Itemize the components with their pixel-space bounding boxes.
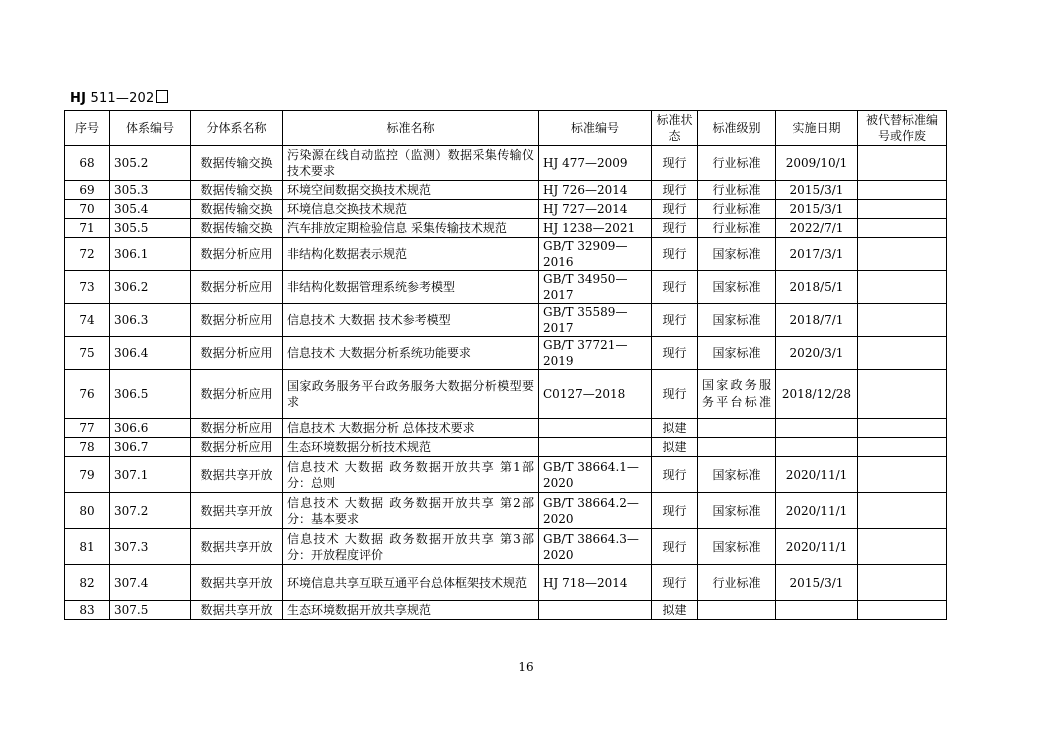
level-cell: 国家标准: [698, 271, 776, 304]
serial-cell: 79: [65, 457, 110, 493]
system-code-cell: 307.1: [110, 457, 191, 493]
level-cell: 国家标准: [698, 337, 776, 370]
replaced-cell: [858, 457, 947, 493]
standard-code-cell: GB/T 34950—2017: [539, 271, 652, 304]
header-standard-name: 标准名称: [283, 111, 539, 146]
replaced-cell: [858, 370, 947, 419]
system-code-cell: 306.1: [110, 238, 191, 271]
date-cell: 2018/7/1: [776, 304, 858, 337]
header-serial: 序号: [65, 111, 110, 146]
standard-code-cell: [539, 601, 652, 620]
status-cell: 现行: [652, 304, 698, 337]
subsystem-cell: 数据分析应用: [191, 419, 283, 438]
date-cell: 2015/3/1: [776, 200, 858, 219]
level-cell: 行业标准: [698, 565, 776, 601]
replaced-cell: [858, 200, 947, 219]
header-effective-date: 实施日期: [776, 111, 858, 146]
document-code: [70, 90, 168, 106]
level-cell: 国家政务服务平台标准: [698, 370, 776, 419]
standard-code-cell: GB/T 32909—2016: [539, 238, 652, 271]
replaced-cell: [858, 493, 947, 529]
system-code-cell: 306.6: [110, 419, 191, 438]
subsystem-cell: 数据共享开放: [191, 529, 283, 565]
standard-name-cell: 环境信息交换技术规范: [283, 200, 539, 219]
subsystem-cell: 数据共享开放: [191, 457, 283, 493]
status-cell: 拟建: [652, 601, 698, 620]
replaced-cell: [858, 419, 947, 438]
subsystem-cell: 数据分析应用: [191, 238, 283, 271]
serial-cell: 76: [65, 370, 110, 419]
subsystem-cell: 数据共享开放: [191, 493, 283, 529]
serial-cell: 83: [65, 601, 110, 620]
standard-code-cell: [539, 419, 652, 438]
status-cell: 拟建: [652, 438, 698, 457]
header-replaced: 被代替标准编号或作废: [858, 111, 947, 146]
system-code-cell: 306.7: [110, 438, 191, 457]
table-row: [65, 529, 947, 565]
status-cell: 现行: [652, 146, 698, 181]
standard-name-cell: 汽车排放定期检验信息 采集传输技术规范: [283, 219, 539, 238]
table-row: [65, 304, 947, 337]
table-row: [65, 565, 947, 601]
date-cell: 2017/3/1: [776, 238, 858, 271]
table-row: [65, 238, 947, 271]
status-cell: 拟建: [652, 419, 698, 438]
date-cell: 2018/5/1: [776, 271, 858, 304]
table-header-row: [65, 111, 947, 146]
date-cell: 2015/3/1: [776, 181, 858, 200]
standard-code-cell: [539, 438, 652, 457]
standard-code-cell: GB/T 38664.2—2020: [539, 493, 652, 529]
replaced-cell: [858, 238, 947, 271]
header-standard-status: 标准状态: [652, 111, 698, 146]
standard-name-cell: 信息技术 大数据 技术参考模型: [283, 304, 539, 337]
serial-cell: 72: [65, 238, 110, 271]
date-cell: 2009/10/1: [776, 146, 858, 181]
status-cell: 现行: [652, 565, 698, 601]
date-cell: [776, 438, 858, 457]
table-row: [65, 337, 947, 370]
standard-code-cell: GB/T 38664.1—2020: [539, 457, 652, 493]
page-number: 16: [518, 660, 534, 674]
standard-name-cell: 环境信息共享互联互通平台总体框架技术规范: [283, 565, 539, 601]
table-row: [65, 271, 947, 304]
standard-name-cell: 信息技术 大数据 政务数据开放共享 第3部分：开放程度评价: [283, 529, 539, 565]
serial-cell: 77: [65, 419, 110, 438]
date-cell: 2022/7/1: [776, 219, 858, 238]
standard-code-cell: GB/T 38664.3—2020: [539, 529, 652, 565]
system-code-cell: 307.4: [110, 565, 191, 601]
table-row: [65, 493, 947, 529]
status-cell: 现行: [652, 493, 698, 529]
system-code-cell: 305.2: [110, 146, 191, 181]
replaced-cell: [858, 304, 947, 337]
level-cell: 行业标准: [698, 219, 776, 238]
replaced-cell: [858, 565, 947, 601]
replaced-cell: [858, 529, 947, 565]
subsystem-cell: 数据传输交换: [191, 181, 283, 200]
date-cell: [776, 419, 858, 438]
replaced-cell: [858, 146, 947, 181]
placeholder-box-icon: [156, 90, 168, 103]
status-cell: 现行: [652, 181, 698, 200]
system-code-cell: 307.2: [110, 493, 191, 529]
serial-cell: 68: [65, 146, 110, 181]
subsystem-cell: 数据分析应用: [191, 438, 283, 457]
level-cell: 国家标准: [698, 529, 776, 565]
level-cell: 行业标准: [698, 200, 776, 219]
replaced-cell: [858, 601, 947, 620]
replaced-cell: [858, 438, 947, 457]
date-cell: 2018/12/28: [776, 370, 858, 419]
replaced-cell: [858, 337, 947, 370]
serial-cell: 71: [65, 219, 110, 238]
table-row: [65, 457, 947, 493]
subsystem-cell: 数据分析应用: [191, 337, 283, 370]
system-code-cell: 307.5: [110, 601, 191, 620]
level-cell: 行业标准: [698, 146, 776, 181]
serial-cell: 74: [65, 304, 110, 337]
serial-cell: 78: [65, 438, 110, 457]
level-cell: [698, 419, 776, 438]
standard-code-cell: HJ 726—2014: [539, 181, 652, 200]
standard-name-cell: 非结构化数据管理系统参考模型: [283, 271, 539, 304]
document-code-prefix: HJ: [70, 91, 87, 106]
standard-name-cell: 国家政务服务平台政务服务大数据分析模型要求: [283, 370, 539, 419]
standard-name-cell: 信息技术 大数据 政务数据开放共享 第2部分：基本要求: [283, 493, 539, 529]
standard-name-cell: 生态环境数据分析技术规范: [283, 438, 539, 457]
table-row: [65, 219, 947, 238]
table-row: [65, 181, 947, 200]
status-cell: 现行: [652, 271, 698, 304]
serial-cell: 69: [65, 181, 110, 200]
replaced-cell: [858, 271, 947, 304]
system-code-cell: 305.3: [110, 181, 191, 200]
date-cell: 2020/3/1: [776, 337, 858, 370]
table-row: [65, 146, 947, 181]
standard-code-cell: HJ 477—2009: [539, 146, 652, 181]
replaced-cell: [858, 219, 947, 238]
table-row: [65, 200, 947, 219]
subsystem-cell: 数据共享开放: [191, 565, 283, 601]
subsystem-cell: 数据共享开放: [191, 601, 283, 620]
level-cell: 国家标准: [698, 238, 776, 271]
subsystem-cell: 数据分析应用: [191, 271, 283, 304]
system-code-cell: 306.5: [110, 370, 191, 419]
standard-name-cell: 生态环境数据开放共享规范: [283, 601, 539, 620]
date-cell: 2015/3/1: [776, 565, 858, 601]
system-code-cell: 306.4: [110, 337, 191, 370]
subsystem-cell: 数据分析应用: [191, 370, 283, 419]
serial-cell: 75: [65, 337, 110, 370]
table-row: [65, 370, 947, 419]
table-row: [65, 601, 947, 620]
standard-name-cell: 信息技术 大数据 政务数据开放共享 第1部分：总则: [283, 457, 539, 493]
header-subsystem-name: 分体系名称: [191, 111, 283, 146]
status-cell: 现行: [652, 238, 698, 271]
standards-table: [64, 110, 947, 620]
standard-code-cell: GB/T 35589—2017: [539, 304, 652, 337]
table-row: [65, 438, 947, 457]
date-cell: 2020/11/1: [776, 493, 858, 529]
system-code-cell: 307.3: [110, 529, 191, 565]
system-code-cell: 305.5: [110, 219, 191, 238]
status-cell: 现行: [652, 337, 698, 370]
document-code-number: 511—202: [90, 91, 155, 106]
header-system-code: 体系编号: [110, 111, 191, 146]
level-cell: 行业标准: [698, 181, 776, 200]
standard-name-cell: 信息技术 大数据分析系统功能要求: [283, 337, 539, 370]
serial-cell: 73: [65, 271, 110, 304]
status-cell: 现行: [652, 529, 698, 565]
level-cell: [698, 601, 776, 620]
system-code-cell: 306.3: [110, 304, 191, 337]
status-cell: 现行: [652, 200, 698, 219]
header-standard-level: 标准级别: [698, 111, 776, 146]
date-cell: 2020/11/1: [776, 457, 858, 493]
serial-cell: 81: [65, 529, 110, 565]
serial-cell: 82: [65, 565, 110, 601]
system-code-cell: 305.4: [110, 200, 191, 219]
level-cell: 国家标准: [698, 493, 776, 529]
system-code-cell: 306.2: [110, 271, 191, 304]
date-cell: 2020/11/1: [776, 529, 858, 565]
standard-name-cell: 非结构化数据表示规范: [283, 238, 539, 271]
standard-code-cell: GB/T 37721—2019: [539, 337, 652, 370]
standard-name-cell: 信息技术 大数据分析 总体技术要求: [283, 419, 539, 438]
subsystem-cell: 数据传输交换: [191, 146, 283, 181]
subsystem-cell: 数据分析应用: [191, 304, 283, 337]
standard-name-cell: 环境空间数据交换技术规范: [283, 181, 539, 200]
status-cell: 现行: [652, 370, 698, 419]
serial-cell: 70: [65, 200, 110, 219]
serial-cell: 80: [65, 493, 110, 529]
replaced-cell: [858, 181, 947, 200]
table-row: [65, 419, 947, 438]
standard-code-cell: HJ 718—2014: [539, 565, 652, 601]
level-cell: 国家标准: [698, 304, 776, 337]
header-standard-code: 标准编号: [539, 111, 652, 146]
status-cell: 现行: [652, 219, 698, 238]
status-cell: 现行: [652, 457, 698, 493]
standard-code-cell: HJ 1238—2021: [539, 219, 652, 238]
standard-name-cell: 污染源在线自动监控（监测）数据采集传输仪技术要求: [283, 146, 539, 181]
level-cell: [698, 438, 776, 457]
level-cell: 国家标准: [698, 457, 776, 493]
standard-code-cell: C0127—2018: [539, 370, 652, 419]
subsystem-cell: 数据传输交换: [191, 200, 283, 219]
subsystem-cell: 数据传输交换: [191, 219, 283, 238]
date-cell: [776, 601, 858, 620]
standard-code-cell: HJ 727—2014: [539, 200, 652, 219]
